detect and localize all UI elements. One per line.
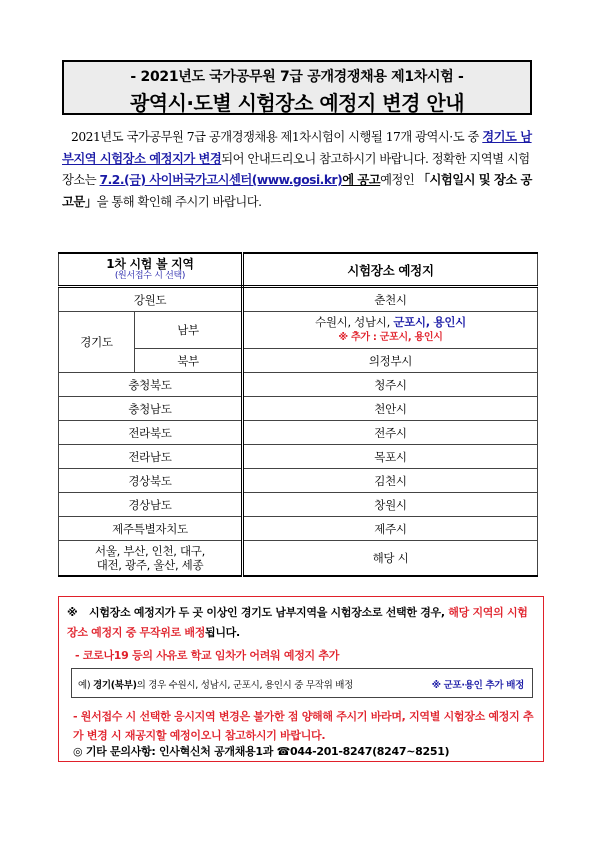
example-note: ※ 군포·용인 추가 배정 — [431, 680, 524, 691]
metro-line-2: 대전, 광주, 울산, 세종 — [96, 558, 204, 572]
notice-n1b: 해당 지역의 시험장소 예정지 중 무작위로 배정 — [67, 606, 528, 639]
subregion-cell-north: 북부 — [135, 349, 243, 373]
intro-text-8: 을 통해 확인해 주시기 바랍니다. — [96, 194, 262, 209]
site-cell-metro: 해당 시 — [243, 541, 538, 577]
region-cell-gyeonggi: 경기도 — [59, 312, 135, 373]
example-rest: 의 경우 수원시, 성남시, 군포시, 용인시 중 무작위 배정 — [136, 680, 353, 691]
site-cell: 천안시 — [243, 397, 538, 421]
region-cell: 전라북도 — [59, 421, 243, 445]
notice-n1a: 시험장소 예정지가 두 곳 이상인 경기도 남부지역을 시험장소로 선택한 경우, — [89, 606, 449, 619]
site-cell: 춘천시 — [243, 287, 538, 312]
subregion-cell-south: 남부 — [135, 312, 243, 349]
intro-text-1: 2021년도 국가공무원 7급 공개경쟁채용 제1차시험이 시행될 17개 광역시·도 중 — [71, 130, 483, 144]
site-cell: 전주시 — [243, 421, 538, 445]
intro-announce: 에 공고 — [342, 173, 381, 187]
table-row — [59, 312, 538, 349]
notice-mark: ※ — [67, 606, 78, 619]
south-site-plain: 수원시, 성남시, — [315, 315, 394, 329]
notice-no-change: - 원서접수 시 선택한 응시지역 변경은 불가한 점 양해해 주시기 바라며, 지역별 시험장소 예정지 추가 변경 시 재공지할 예정이오니 참고하시기 바랍니다. — [73, 710, 534, 742]
exam-site-table — [58, 252, 538, 577]
example-text — [78, 677, 353, 691]
site-cell: 창원시 — [243, 493, 538, 517]
site-cell-south — [243, 312, 538, 349]
example-label: 예) — [78, 680, 94, 691]
table-row — [59, 287, 538, 312]
table-row — [59, 445, 538, 469]
site-cell: 제주시 — [243, 517, 538, 541]
notice-covid-reason: - 코로나19 등의 사유로 학교 임차가 어려워 예정지 추가 — [75, 649, 340, 662]
table-row — [59, 541, 538, 577]
site-cell-north: 의정부시 — [243, 349, 538, 373]
notice-box — [58, 596, 544, 762]
site-cell: 청주시 — [243, 373, 538, 397]
site-cell: 김천시 — [243, 469, 538, 493]
intro-notice-title: 「시험일시 및 장소 공고문」 — [62, 173, 532, 209]
intro-text-3: 되어 안내드리오니 참고하시기 바랍니다. 정확한 지역별 시험 장소는 — [62, 151, 530, 187]
table-row — [59, 397, 538, 421]
region-cell: 제주특별자치도 — [59, 517, 243, 541]
region-cell: 충청남도 — [59, 397, 243, 421]
metro-line-1: 서울, 부산, 인천, 대구, — [95, 544, 205, 558]
notice-contact: ◎ 기타 문의사항: 인사혁신처 공개채용1과 ☎044-201-8247(8247~8251) — [73, 745, 450, 758]
table-header-row — [59, 253, 538, 287]
example-box — [71, 668, 533, 698]
intro-text-6: 예정인 — [380, 173, 418, 187]
notice-random-assign — [67, 603, 537, 643]
site-cell: 목포시 — [243, 445, 538, 469]
table-row — [59, 421, 538, 445]
region-cell: 경상남도 — [59, 493, 243, 517]
region-cell: 경상북도 — [59, 469, 243, 493]
region-cell-metro — [59, 541, 243, 577]
region-cell: 강원도 — [59, 287, 243, 312]
table-row — [59, 373, 538, 397]
region-cell: 전라남도 — [59, 445, 243, 469]
table-row — [59, 493, 538, 517]
title-box — [62, 60, 532, 115]
notice-n1c: 됩니다. — [205, 626, 240, 639]
south-site-added: 군포시, 용인시 — [393, 315, 466, 329]
region-cell: 충청북도 — [59, 373, 243, 397]
table-row — [59, 517, 538, 541]
header-region-sub: (원서접수 시 선택) — [114, 271, 186, 281]
example-region: 경기(북부) — [93, 680, 137, 691]
header-region: 1차 시험 볼 지역 — [106, 257, 194, 271]
page-title: 광역시·도별 시험장소 예정지 변경 안내 — [129, 91, 465, 115]
title-subtitle: - 2021년도 국가공무원 7급 공개경쟁채용 제1차시험 - — [130, 69, 464, 85]
header-site: 시험장소 예정지 — [243, 253, 538, 287]
header-region-cell — [59, 253, 243, 287]
intro-highlight-change: 경기도 남부지역 시험장소 예정지가 변경 — [62, 130, 532, 166]
table-row — [59, 469, 538, 493]
intro-paragraph — [62, 127, 538, 213]
intro-date-link[interactable]: 7.2.(금) 사이버국가고시센터(www.gosi.kr) — [99, 173, 343, 187]
south-added-note: ※ 추가 : 군포시, 용인시 — [338, 332, 443, 343]
